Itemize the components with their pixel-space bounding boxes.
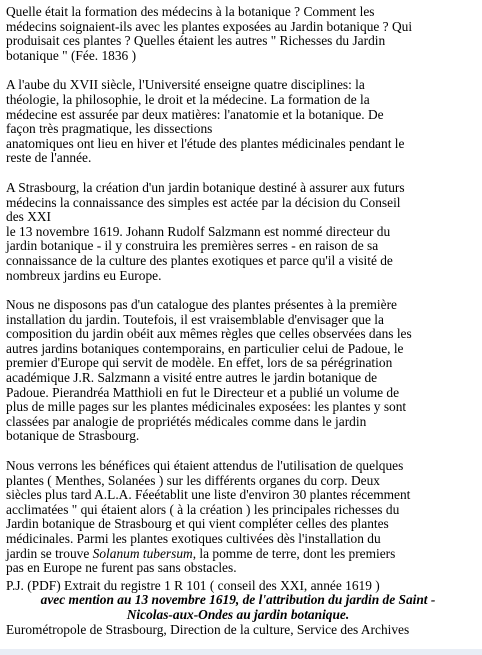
attachment-mention xyxy=(6,593,470,622)
mention-line: Nicolas-aux-Ondes au jardin botanique. xyxy=(126,606,350,622)
text-line: premier d'Europe qui servit de modèle. En effet, lors de sa pérégrination xyxy=(6,355,393,371)
text-line: plantes ( Menthes, Solanées ) sur les différents organes du corp. Deux xyxy=(6,472,380,488)
text-line: anatomiques ont lieu en hiver et l'étude des plantes médicinales pendant le xyxy=(6,135,405,151)
paragraph-benefits xyxy=(6,459,470,576)
text-line: Jardin botanique de Strasbourg et qui vient compléter celles des plantes xyxy=(6,516,389,532)
text-line: théologie, la philosophie, le droit et la médecine. La formation de la xyxy=(6,91,370,107)
text-line: reste de l'année. xyxy=(6,150,92,166)
bottom-divider-bar xyxy=(0,649,482,655)
text-line: façon très pragmatique, les dissections xyxy=(6,121,213,137)
text-line: connaissance de la culture des plantes exotiques et parce qu'il a visité de xyxy=(6,252,393,268)
text-line: classées par analogie de propriétés médicales comme dans le jardin xyxy=(6,413,367,429)
text-line: Quelle était la formation des médecins à la botanique ? Comment les xyxy=(6,4,375,19)
paragraph-intro-questions xyxy=(6,5,470,63)
text-line: médecins la connaissance des simples est actée par la décision du Conseil xyxy=(6,194,401,210)
text-line: autres jardins botaniques contemporains, en particulier celui de Padoue, le xyxy=(6,340,404,356)
text-line: botanique de Strasbourg. xyxy=(6,428,140,444)
text-line: produisait ces plantes ? Quelles étaient les autres " Richesses du Jardin xyxy=(6,33,386,49)
text-line: médecine est assurée par deux matières: l'anatomie et la botanique. De xyxy=(6,106,384,122)
attachment-pdf-link[interactable]: P.J. (PDF) Extrait du registre 1 R 101 ( conseil des XXI, année 1619 ) xyxy=(6,577,380,593)
text-line: médicinales. Parmi les plantes exotiques cultivées dès l'installation du xyxy=(6,531,381,546)
text-line-with-italic: jardin se trouve Solanum tubersum, la pomme de terre, dont les premiers xyxy=(6,545,396,561)
text-line: Padoue. Pierandréa Matthioli en fut le Directeur et a publié un volume de xyxy=(6,384,400,400)
text-line: siècles plus tard A.L.A. Féeétablit une liste d'environ 30 plantes récemment xyxy=(6,487,411,503)
archives-credit: Eurométropole de Strasbourg, Direction de la culture, Service des Archives xyxy=(6,621,410,637)
text-line: Nous verrons les bénéfices qui étaient attendus de l'utilisation de quelques xyxy=(6,458,404,474)
text-line: pas en Europe ne furent pas sans obstacles. xyxy=(6,560,237,576)
species-name: Solanum tubersum xyxy=(92,545,193,561)
text-line: A l'aube du XVII siècle, l'Université enseigne quatre disciplines: la xyxy=(6,77,365,93)
document-body xyxy=(6,5,470,637)
text-line: plus de mille pages sur les plantes médicinales exposées: les plantes y sont xyxy=(6,399,407,415)
paragraph-catalogue xyxy=(6,298,470,444)
paragraph-strasbourg-garden xyxy=(6,181,470,283)
text-line: acclimatées " qui étaient alors ( à la création ) les principales richesses du xyxy=(6,501,400,517)
text-line: composition du jardin obéit aux mêmes règles que celles observées dans les xyxy=(6,326,412,342)
text-line: médecins soignaient-ils avec les plantes exposées au Jardin botanique ? Qui xyxy=(6,18,413,34)
text-line: nombreux jardins eu Europe. xyxy=(6,267,162,283)
mention-line: avec mention au 13 novembre 1619, de l'attribution du jardin de Saint - xyxy=(40,592,436,608)
text-line: Nous ne disposons pas d'un catalogue des plantes présentes à la première xyxy=(6,297,398,313)
text-line: jardin botanique - il y construira les premières serres - en raison de sa xyxy=(6,238,379,254)
text-line: installation du jardin. Toutefois, il est vraisemblable d'envisager que la xyxy=(6,311,384,327)
text-line: botanique " (Fée. 1836 ) xyxy=(6,47,137,63)
text-line: académique J.R. Salzmann a visité entre autres le jardin botanique de xyxy=(6,370,378,386)
paragraph-university xyxy=(6,78,470,166)
text-line: le 13 novembre 1619. Johann Rudolf Salzmann est nommé directeur du xyxy=(6,223,391,239)
text-line: A Strasbourg, la création d'un jardin botanique destiné à assurer aux futurs xyxy=(6,179,405,195)
text-line: des XXI xyxy=(6,209,51,225)
attachment-footer xyxy=(6,579,470,637)
